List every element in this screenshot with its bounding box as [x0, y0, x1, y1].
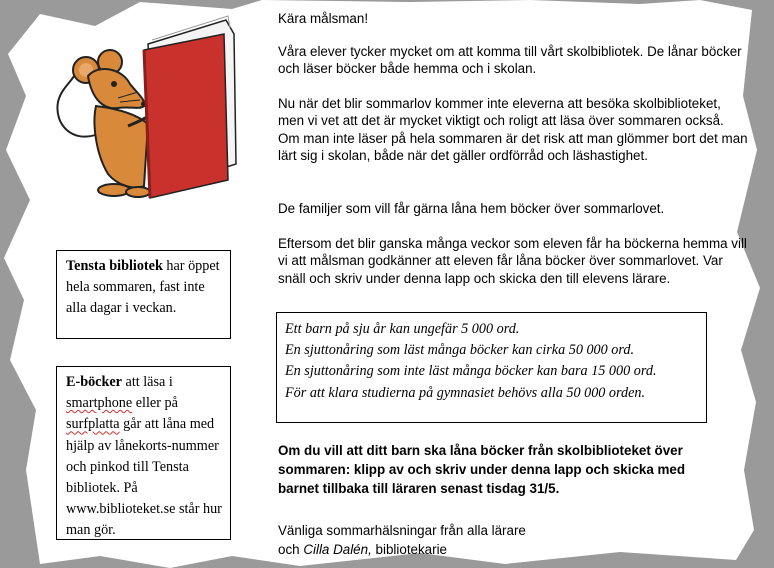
ebooks-text: eller på — [135, 395, 178, 412]
closing-line: Vänliga sommarhälsningar från alla lärare — [278, 523, 526, 538]
tensta-library-box — [56, 250, 231, 339]
signature-name: Cilla Dalén, — [303, 542, 372, 557]
fact-line: En sjuttonåring som inte läst många böcker kan bara 15 000 ord. — [285, 363, 657, 380]
fact-line: Ett barn på sju år kan ungefär 5 000 ord. — [285, 321, 520, 337]
letter-paragraph-3: De familjer som vill får gärna låna hem böcker över sommarlovet. — [278, 201, 665, 216]
ebooks-text: går att låna med hjälp av lånekorts-nummer och pinkod till Tensta bibliotek. På www.biblioteket.se står hur man gör. — [66, 416, 222, 539]
tensta-library-text: har öppet hela sommaren, fast inte alla dagar i veckan. — [66, 258, 220, 317]
signature-prefix: och — [278, 542, 300, 557]
smartphone-word: smartphone — [66, 395, 133, 412]
ebooks-text: att läsa i — [125, 374, 173, 390]
ebooks-box — [56, 366, 231, 540]
signature-line — [278, 541, 748, 558]
borrow-notice: Om du vill att ditt barn ska låna böcker från skolbiblioteket över sommaren: klipp av och skriv under denna lapp och skicka med barnet tillbaka till läraren senast tisdag 31/5. — [278, 443, 686, 496]
letter-paragraph-1: Våra elever tycker mycket om att komma till vårt skolbibliotek. De lånar böcker och läser böcker både hemma och i skolan. — [278, 44, 742, 77]
greeting: Kära målsman! — [278, 11, 369, 26]
surfplatta-word: surfplatta — [66, 416, 120, 433]
fact-line: En sjuttonåring som läst många böcker kan cirka 50 000 ord. — [285, 342, 635, 359]
ebooks-title: E-böcker — [66, 374, 122, 390]
letter-paragraph-4: Eftersom det blir ganska många veckor som eleven får ha böckerna hemma vill vi att målsman godkänner att eleven får låna böcker över sommarlovet. Var snäll och skriv under denna lapp och skicka den till elevens lärare. — [278, 236, 747, 286]
fact-line: För att klara studierna på gymnasiet behövs alla 50 000 orden. — [285, 384, 646, 401]
letter-paragraph-2: Nu när det blir sommarlov kommer inte eleverna att besöka skolbiblioteket, men vi vet att det är mycket viktigt och roligt att läsa över sommaren också. Om man inte läser på hela sommaren är det risk att man glömmer bort det man lärt sig i skolan, både när det gäller ordförråd och läshastighet. — [278, 96, 748, 163]
word-count-facts-box — [276, 312, 707, 423]
signature-title: bibliotekarie — [375, 542, 448, 557]
mouse-reading-book-illustration — [52, 14, 244, 202]
tensta-library-title: Tensta bibliotek — [66, 258, 163, 274]
